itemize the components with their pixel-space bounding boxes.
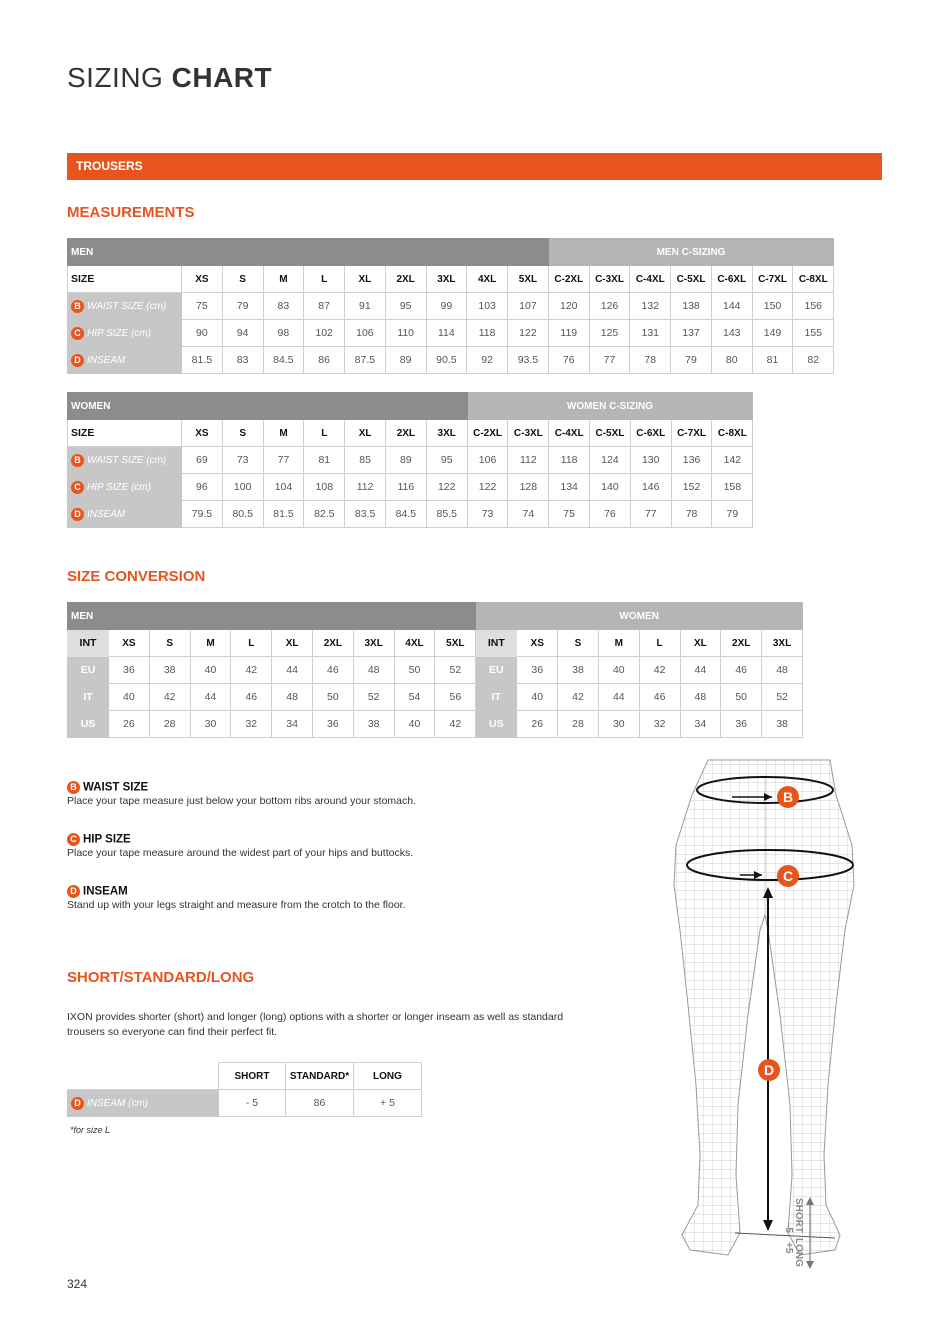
table-row <box>68 447 753 474</box>
title-bold: CHART <box>171 62 273 93</box>
label-c-badge <box>777 865 799 887</box>
value-cell: L <box>639 630 680 657</box>
badge-c: C <box>67 833 80 846</box>
page-title <box>67 62 272 94</box>
group-header: WOMEN <box>68 393 468 420</box>
value-cell: 79 <box>222 293 263 320</box>
value-cell: 78 <box>671 501 712 528</box>
table-row <box>68 684 803 711</box>
value-cell: 82.5 <box>304 501 345 528</box>
value-cell: 152 <box>671 474 712 501</box>
badge: C <box>71 327 84 340</box>
value-cell: 46 <box>721 657 762 684</box>
row-label <box>68 501 182 528</box>
value-cell: 106 <box>467 447 508 474</box>
value-cell: 93.5 <box>508 347 549 374</box>
value-cell: 26 <box>109 711 150 738</box>
value-cell: 42 <box>558 684 599 711</box>
guide-text: Place your tape measure just below your bottom ribs around your stomach. <box>67 795 417 807</box>
value-cell: 90 <box>182 320 223 347</box>
value-cell: 54 <box>394 684 435 711</box>
size-cell: C-4XL <box>630 266 671 293</box>
table-row <box>68 630 803 657</box>
value-cell: 85 <box>345 447 386 474</box>
value-cell: 149 <box>752 320 793 347</box>
figure-label-c: C <box>782 868 794 884</box>
value-cell: 118 <box>467 320 508 347</box>
size-cell: C-3XL <box>508 420 549 447</box>
table-row <box>68 320 834 347</box>
value-cell: 50 <box>394 657 435 684</box>
value-cell: 90.5 <box>426 347 467 374</box>
value-cell: 136 <box>671 447 712 474</box>
page-number: 324 <box>67 1277 88 1291</box>
figure-label-d: D <box>763 1062 775 1078</box>
guide-title: WAIST SIZE <box>83 781 149 794</box>
guide-text: Stand up with your legs straight and measure from the crotch to the floor. <box>67 899 406 911</box>
value-cell: 30 <box>598 711 639 738</box>
value-cell: 83 <box>222 347 263 374</box>
value-cell: 89 <box>385 347 426 374</box>
value-cell: M <box>190 630 231 657</box>
row-label-text: HIP SIZE (cm) <box>87 481 152 493</box>
value-cell: 26 <box>517 711 558 738</box>
value-cell: 73 <box>467 501 508 528</box>
value-cell: 81 <box>304 447 345 474</box>
col-long: LONG <box>354 1063 422 1090</box>
value-cell: 84.5 <box>385 501 426 528</box>
value-cell: 116 <box>385 474 426 501</box>
value-cell: 128 <box>508 474 549 501</box>
value-cell: 81.5 <box>182 347 223 374</box>
row-label: INT <box>68 630 109 657</box>
value-cell: 2XL <box>721 630 762 657</box>
size-cell: XL <box>345 266 386 293</box>
women-measurements-table <box>67 392 753 528</box>
size-cell: XL <box>345 420 386 447</box>
value-cell: 44 <box>272 657 313 684</box>
value-cell: 36 <box>721 711 762 738</box>
inseam-label-text: INSEAM (cm) <box>87 1097 149 1109</box>
measurements-heading: MEASUREMENTS <box>67 204 195 221</box>
size-label: SIZE <box>68 420 182 447</box>
row-label-text: WAIST SIZE (cm) <box>87 454 167 466</box>
value-cell: XL <box>680 630 721 657</box>
value-cell: 119 <box>548 320 589 347</box>
row-label <box>68 474 182 501</box>
size-cell: 2XL <box>385 420 426 447</box>
value-cell: 156 <box>793 293 834 320</box>
figure-label-b: B <box>782 789 794 805</box>
value-cell: 38 <box>353 711 394 738</box>
value-cell: 46 <box>639 684 680 711</box>
size-cell: M <box>263 266 304 293</box>
value-cell: 85.5 <box>426 501 467 528</box>
value-cell: 32 <box>231 711 272 738</box>
value-cell: 122 <box>426 474 467 501</box>
row-label: INT <box>476 630 517 657</box>
length-options-heading: SHORT/STANDARD/LONG <box>67 969 255 986</box>
size-row <box>68 266 834 293</box>
value-cell: 4XL <box>394 630 435 657</box>
row-label: IT <box>476 684 517 711</box>
row-label-text: HIP SIZE (cm) <box>87 327 152 339</box>
size-cell: S <box>222 266 263 293</box>
short-label: SHORT <box>793 1198 804 1233</box>
value-cell: 44 <box>598 684 639 711</box>
size-conversion-heading: SIZE CONVERSION <box>67 568 206 585</box>
value-cell: 86 <box>304 347 345 374</box>
value-cell: 112 <box>508 447 549 474</box>
size-cell: 3XL <box>426 420 467 447</box>
value-cell: 5XL <box>435 630 476 657</box>
value-cell: 76 <box>590 501 631 528</box>
value-cell: 77 <box>630 501 671 528</box>
value-cell: 140 <box>590 474 631 501</box>
value-cell: 77 <box>263 447 304 474</box>
value-cell: 95 <box>426 447 467 474</box>
size-cell: 3XL <box>426 266 467 293</box>
value-cell: 38 <box>762 711 803 738</box>
value-cell: 40 <box>190 657 231 684</box>
table-row <box>68 474 753 501</box>
long-value-label: +5 <box>783 1242 794 1254</box>
value-cell: 126 <box>589 293 630 320</box>
value-cell: 38 <box>149 657 190 684</box>
value-cell: 150 <box>752 293 793 320</box>
value-cell: 42 <box>231 657 272 684</box>
value-cell: 75 <box>182 293 223 320</box>
category-bar: TROUSERS <box>67 153 882 180</box>
value-cell: 108 <box>304 474 345 501</box>
size-cell: C-2XL <box>548 266 589 293</box>
value-cell: 52 <box>435 657 476 684</box>
row-label-text: INSEAM <box>87 354 126 366</box>
value-cell: 98 <box>263 320 304 347</box>
value-cell: M <box>598 630 639 657</box>
size-cell: C-2XL <box>467 420 508 447</box>
value-cell: 124 <box>590 447 631 474</box>
header-row <box>68 239 834 266</box>
length-description: IXON provides shorter (short) and longer (long) options with a shorter or longer inseam as well as standard trousers so everyone can find their perfect fit. <box>67 1011 564 1038</box>
value-cell: 134 <box>549 474 590 501</box>
value-cell: 132 <box>630 293 671 320</box>
table-row <box>68 347 834 374</box>
size-cell: L <box>304 266 345 293</box>
size-cell: C-6XL <box>630 420 671 447</box>
value-cell: 142 <box>712 447 753 474</box>
value-cell: 42 <box>149 684 190 711</box>
badge-b: B <box>67 781 80 794</box>
long-value: + 5 <box>354 1090 422 1117</box>
women-header: WOMEN <box>476 603 803 630</box>
value-cell: 87 <box>304 293 345 320</box>
value-cell: 100 <box>222 474 263 501</box>
badge-d: D <box>71 1097 84 1110</box>
footnote: *for size L <box>70 1125 111 1135</box>
value-cell: 52 <box>353 684 394 711</box>
row-label-text: WAIST SIZE (cm) <box>87 300 167 312</box>
badge: B <box>71 454 84 467</box>
size-cell: C-7XL <box>671 420 712 447</box>
size-label: SIZE <box>68 266 182 293</box>
row-label <box>68 293 182 320</box>
value-cell: 34 <box>272 711 313 738</box>
row-label: IT <box>68 684 109 711</box>
label-b-badge <box>777 786 799 808</box>
value-cell: 3XL <box>762 630 803 657</box>
size-cell: C-6XL <box>711 266 752 293</box>
size-cell: C-3XL <box>589 266 630 293</box>
empty-cell <box>68 1063 219 1090</box>
value-cell: XL <box>272 630 313 657</box>
guide-title: INSEAM <box>83 885 128 898</box>
value-cell: 89 <box>385 447 426 474</box>
size-cell: C-8XL <box>712 420 753 447</box>
size-cell: C-7XL <box>752 266 793 293</box>
table-row <box>68 657 803 684</box>
size-cell: M <box>263 420 304 447</box>
row-label: EU <box>68 657 109 684</box>
value-cell: 107 <box>508 293 549 320</box>
value-cell: 94 <box>222 320 263 347</box>
value-cell: 78 <box>630 347 671 374</box>
value-cell: 34 <box>680 711 721 738</box>
value-cell: 155 <box>793 320 834 347</box>
group-header: MEN <box>68 239 549 266</box>
length-table <box>67 1062 422 1117</box>
legs-mesh-icon <box>674 760 854 1255</box>
size-cell: C-8XL <box>793 266 834 293</box>
row-label: US <box>68 711 109 738</box>
size-cell: XS <box>182 266 223 293</box>
size-conversion-table <box>67 602 803 738</box>
measure-guide-waist <box>67 781 607 807</box>
value-cell: 56 <box>435 684 476 711</box>
header-row <box>68 393 753 420</box>
value-cell: 125 <box>589 320 630 347</box>
value-cell: 40 <box>109 684 150 711</box>
value-cell: 80 <box>711 347 752 374</box>
size-cell: S <box>222 420 263 447</box>
label-d-badge <box>758 1059 780 1081</box>
value-cell: 73 <box>222 447 263 474</box>
table-row <box>68 501 753 528</box>
value-cell: 91 <box>345 293 386 320</box>
size-cell: C-5XL <box>590 420 631 447</box>
short-value: - 5 <box>219 1090 286 1117</box>
value-cell: 144 <box>711 293 752 320</box>
size-row <box>68 420 753 447</box>
value-cell: 138 <box>671 293 712 320</box>
value-cell: 74 <box>508 501 549 528</box>
value-cell: 76 <box>548 347 589 374</box>
value-cell: 50 <box>721 684 762 711</box>
value-cell: L <box>231 630 272 657</box>
value-cell: 28 <box>558 711 599 738</box>
badge: B <box>71 300 84 313</box>
row-label <box>68 347 182 374</box>
value-cell: 42 <box>435 711 476 738</box>
value-cell: 2XL <box>312 630 353 657</box>
size-cell: 5XL <box>508 266 549 293</box>
size-cell: 2XL <box>385 266 426 293</box>
value-cell: 36 <box>517 657 558 684</box>
men-header: MEN <box>68 603 476 630</box>
value-cell: 48 <box>353 657 394 684</box>
value-cell: 122 <box>508 320 549 347</box>
value-cell: 79 <box>671 347 712 374</box>
value-cell: 87.5 <box>345 347 386 374</box>
value-cell: 104 <box>263 474 304 501</box>
guide-text: Place your tape measure around the widest part of your hips and buttocks. <box>67 847 414 859</box>
value-cell: 30 <box>190 711 231 738</box>
value-cell: 130 <box>630 447 671 474</box>
table-row <box>68 711 803 738</box>
value-cell: 3XL <box>353 630 394 657</box>
value-cell: 40 <box>517 684 558 711</box>
value-cell: 103 <box>467 293 508 320</box>
row-label: US <box>476 711 517 738</box>
value-cell: 32 <box>639 711 680 738</box>
value-cell: 118 <box>549 447 590 474</box>
value-cell: 82 <box>793 347 834 374</box>
value-cell: 112 <box>345 474 386 501</box>
value-cell: 48 <box>762 657 803 684</box>
size-cell: XS <box>182 420 223 447</box>
row-label-text: INSEAM <box>87 508 126 520</box>
badge-d: D <box>67 885 80 898</box>
long-label: LONG <box>793 1238 804 1267</box>
measure-guide-inseam <box>67 885 607 911</box>
value-cell: 84.5 <box>263 347 304 374</box>
value-cell: 131 <box>630 320 671 347</box>
value-cell: 79.5 <box>182 501 223 528</box>
badge: D <box>71 508 84 521</box>
value-cell: 48 <box>272 684 313 711</box>
value-cell: 36 <box>109 657 150 684</box>
standard-value: 86 <box>286 1090 354 1117</box>
value-cell: 120 <box>548 293 589 320</box>
value-cell: 95 <box>385 293 426 320</box>
men-measurements-table <box>67 238 834 374</box>
value-cell: S <box>149 630 190 657</box>
value-cell: 28 <box>149 711 190 738</box>
value-cell: 46 <box>312 657 353 684</box>
value-cell: 146 <box>630 474 671 501</box>
measure-guide-hip <box>67 833 607 859</box>
value-cell: 102 <box>304 320 345 347</box>
size-cell: C-4XL <box>549 420 590 447</box>
short-value-label: -5 <box>783 1224 794 1233</box>
value-cell: 96 <box>182 474 223 501</box>
value-cell: 50 <box>312 684 353 711</box>
guide-title: HIP SIZE <box>83 833 131 846</box>
value-cell: 143 <box>711 320 752 347</box>
row-label: EU <box>476 657 517 684</box>
value-cell: 99 <box>426 293 467 320</box>
row-label <box>68 447 182 474</box>
value-cell: 40 <box>394 711 435 738</box>
value-cell: 38 <box>558 657 599 684</box>
value-cell: 46 <box>231 684 272 711</box>
value-cell: 79 <box>712 501 753 528</box>
c-sizing-header: MEN C-SIZING <box>548 239 833 266</box>
value-cell: XS <box>517 630 558 657</box>
value-cell: 44 <box>680 657 721 684</box>
value-cell: S <box>558 630 599 657</box>
size-cell: 4XL <box>467 266 508 293</box>
value-cell: XS <box>109 630 150 657</box>
col-standard: STANDARD* <box>286 1063 354 1090</box>
value-cell: 158 <box>712 474 753 501</box>
value-cell: 110 <box>385 320 426 347</box>
badge: D <box>71 354 84 367</box>
value-cell: 83.5 <box>345 501 386 528</box>
size-cell: L <box>304 420 345 447</box>
value-cell: 42 <box>639 657 680 684</box>
inseam-label <box>68 1090 219 1117</box>
value-cell: 122 <box>467 474 508 501</box>
value-cell: 81 <box>752 347 793 374</box>
value-cell: 77 <box>589 347 630 374</box>
value-cell: 75 <box>549 501 590 528</box>
c-sizing-header: WOMEN C-SIZING <box>467 393 753 420</box>
value-cell: 80.5 <box>222 501 263 528</box>
value-cell: 48 <box>680 684 721 711</box>
col-short: SHORT <box>219 1063 286 1090</box>
value-cell: 40 <box>598 657 639 684</box>
value-cell: 36 <box>312 711 353 738</box>
table-row <box>68 293 834 320</box>
value-cell: 83 <box>263 293 304 320</box>
row-label <box>68 320 182 347</box>
size-cell: C-5XL <box>671 266 712 293</box>
value-cell: 114 <box>426 320 467 347</box>
value-cell: 92 <box>467 347 508 374</box>
title-light: SIZING <box>67 62 164 93</box>
legs-figure <box>640 755 890 1275</box>
value-cell: 81.5 <box>263 501 304 528</box>
value-cell: 106 <box>345 320 386 347</box>
value-cell: 52 <box>762 684 803 711</box>
value-cell: 69 <box>182 447 223 474</box>
value-cell: 44 <box>190 684 231 711</box>
value-cell: 137 <box>671 320 712 347</box>
badge: C <box>71 481 84 494</box>
